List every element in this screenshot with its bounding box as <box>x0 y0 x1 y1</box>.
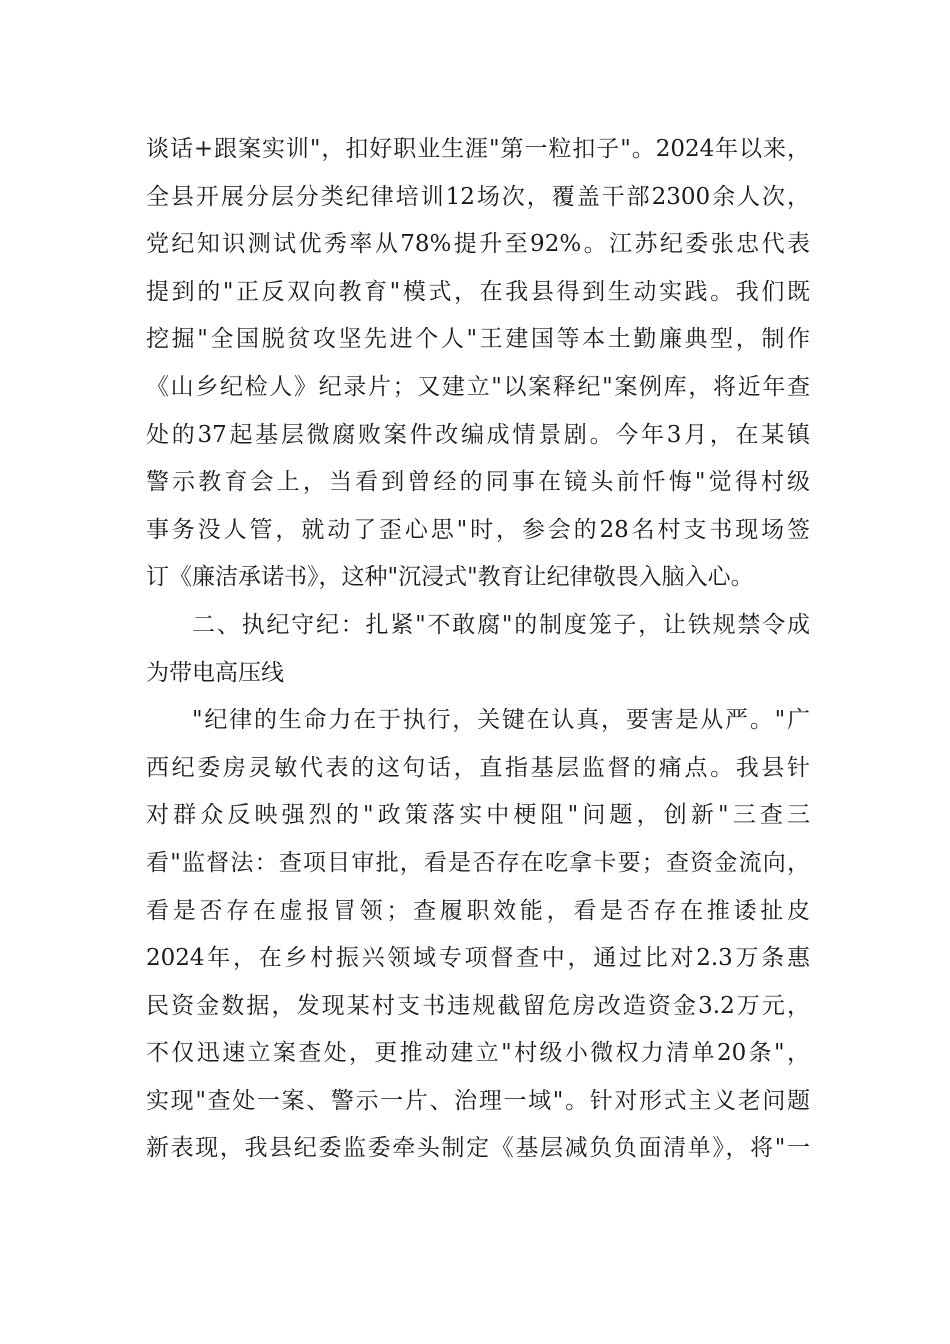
text-line: 实现"查处一案、警示一片、治理一域"。针对形式主义老问题 <box>146 1087 810 1114</box>
text-line: 对群众反映强烈的"政策落实中梗阻"问题，创新"三查三 <box>146 802 810 829</box>
section-heading-line: 为带电高压线 <box>146 659 284 686</box>
text-line: 新表现，我县纪委监委牵头制定《基层减负负面清单》，将"一 <box>146 1135 810 1162</box>
text-line: 警示教育会上，当看到曾经的同事在镜头前忏悔"觉得村级 <box>146 469 810 496</box>
text-line: 订《廉洁承诺书》，这种"沉浸式"教育让纪律敬畏入脑入心。 <box>146 564 754 591</box>
text-line: 西纪委房灵敏代表的这句话，直指基层监督的痛点。我县针 <box>146 754 810 781</box>
text-line: 不仅迅速立案查处，更推动建立"村级小微权力清单20条"， <box>146 1040 810 1067</box>
text-line: 谈话+跟案实训"，扣好职业生涯"第一粒扣子"。2024年以来， <box>146 136 810 162</box>
text-line: 《山乡纪检人》纪录片；又建立"以案释纪"案例库，将近年查 <box>146 373 810 400</box>
text-line: 看"监督法：查项目审批，看是否存在吃拿卡要；查资金流向， <box>146 849 810 876</box>
text-line: 处的37起基层微腐败案件改编成情景剧。今年3月，在某镇 <box>146 421 810 448</box>
text-line: 挖掘"全国脱贫攻坚先进个人"王建国等本土勤廉典型，制作 <box>146 326 810 353</box>
text-line: 事务没人管，就动了歪心思"时，参会的28名村支书现场签 <box>146 516 810 543</box>
text-line: 看是否存在虚报冒领；查履职效能，看是否存在推诿扯皮 <box>146 897 810 924</box>
body-text <box>146 126 810 1173</box>
text-line: 民资金数据，发现某村支书违规截留危房改造资金3.2万元， <box>146 992 810 1019</box>
text-line: 全县开展分层分类纪律培训12场次，覆盖干部2300余人次， <box>146 183 810 210</box>
section-heading-line: 二、执纪守纪：扎紧"不敢腐"的制度笼子，让铁规禁令成 <box>192 611 810 638</box>
text-line: 提到的"正反双向教育"模式，在我县得到生动实践。我们既 <box>146 278 810 305</box>
text-line: "纪律的生命力在于执行，关键在认真，要害是从严。"广 <box>192 707 810 734</box>
text-line: 2024年，在乡村振兴领域专项督查中，通过比对2.3万条惠 <box>146 945 810 972</box>
text-line: 党纪知识测试优秀率从78%提升至92%。江苏纪委张忠代表 <box>146 231 810 258</box>
